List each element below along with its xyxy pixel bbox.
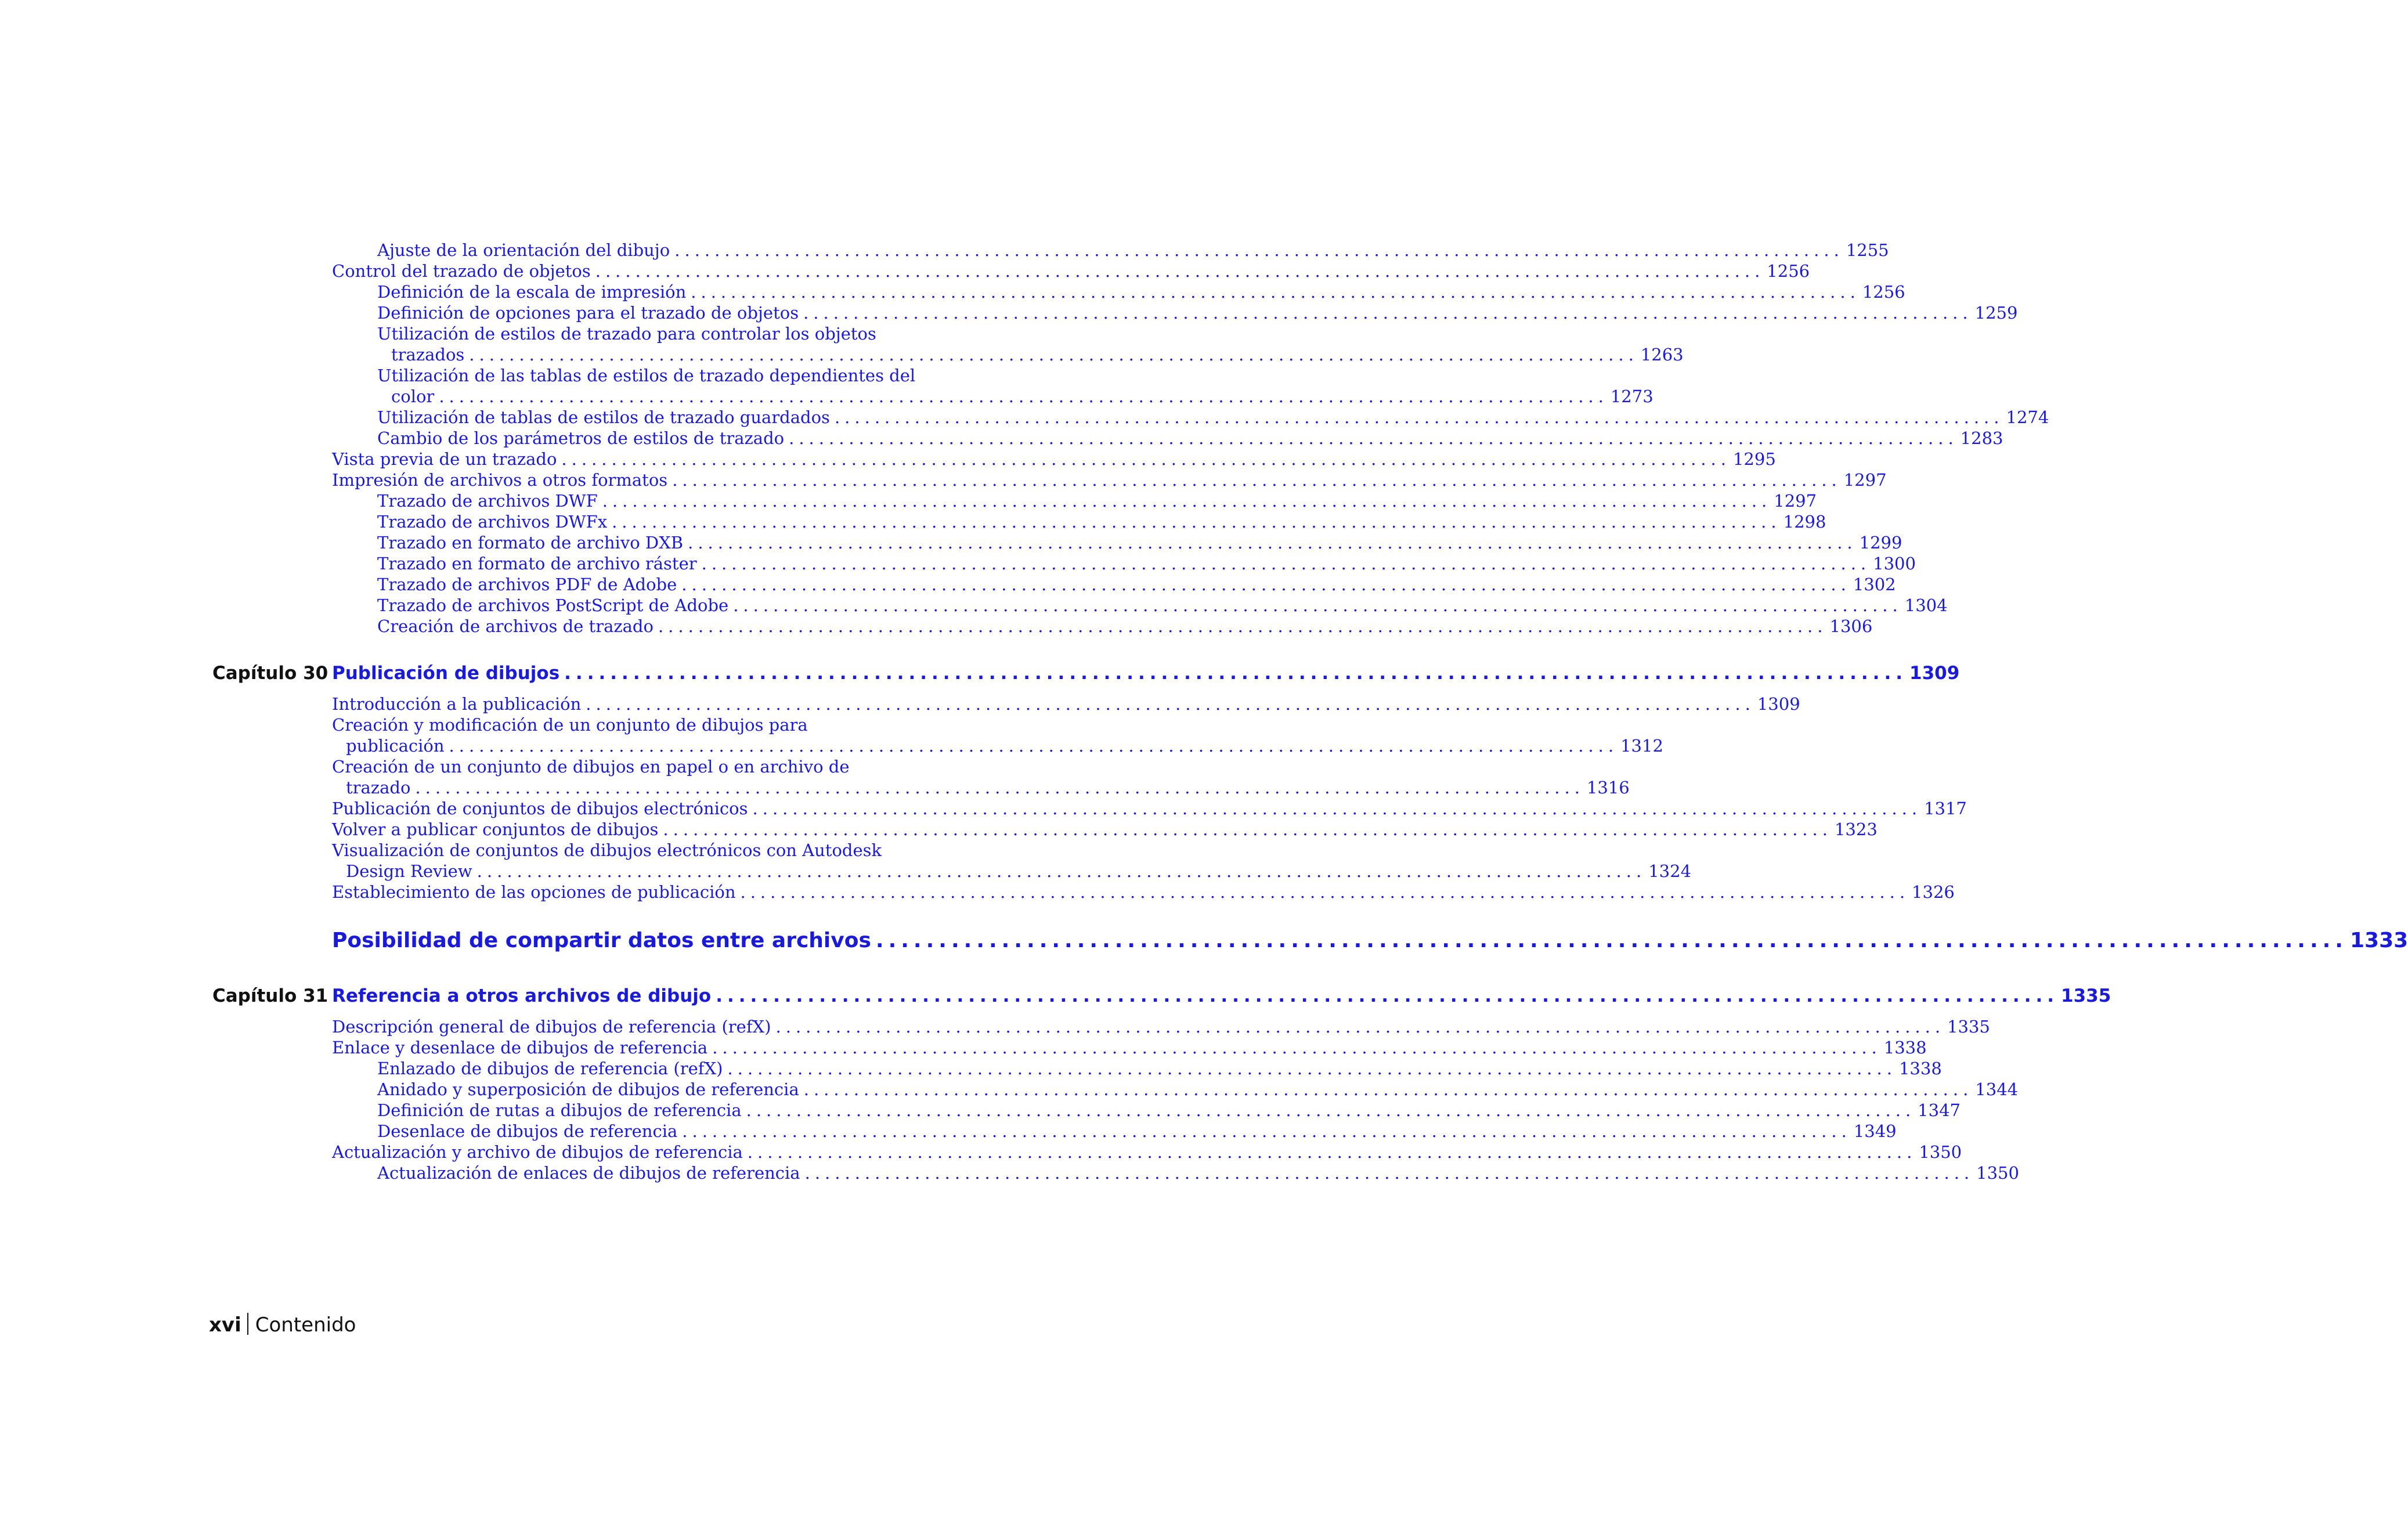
toc-entry[interactable] [332, 261, 1810, 281]
toc-entry[interactable] [377, 303, 2018, 323]
leader-dots: ..................................................................................................................... [681, 575, 1851, 594]
toc-entry[interactable] [346, 736, 1663, 756]
part-title: Posibilidad de compartir datos entre archivos [332, 929, 871, 952]
footer-section: Contenido [255, 1313, 356, 1337]
chapter-page: 1335 [2061, 985, 2111, 1006]
toc-entry-page: 1255 [1846, 240, 1889, 260]
toc-entry-title: Impresión de archivos a otros formatos [332, 470, 668, 490]
leader-dots: ..................................................................................................................... [476, 861, 1647, 881]
leader-dots: ..................................................................................................................... [746, 1100, 1916, 1120]
leader-dots: ..................................................................................................................... [688, 533, 1857, 553]
toc-entry-title: Publicación de conjuntos de dibujos electrónicos [332, 799, 748, 818]
leader-dots: ..................................................................................................................... [691, 282, 1860, 302]
toc-entry-title: Definición de la escala de impresión [377, 282, 687, 302]
leader-dots: ..................................................................................................................... [586, 694, 1755, 714]
toc-entry-title: Trazado de archivos DWFx [377, 512, 608, 532]
toc-entry[interactable] [332, 799, 1967, 818]
toc-entry[interactable] [377, 407, 2049, 427]
toc-entry-page: 1312 [1620, 736, 1663, 756]
leader-dots: ..................................................................................................................... [804, 1163, 1974, 1183]
toc-entry[interactable] [377, 491, 1817, 511]
toc-entry-page: 1299 [1859, 533, 1902, 553]
leader-dots: ..................................................................................................................... [663, 819, 1832, 839]
leader-dots: ..................................................................................................................... [439, 387, 1608, 406]
leader-dots: ..................................................................................................................... [712, 1038, 1882, 1057]
toc-entry-title: Trazado en formato de archivo DXB [377, 533, 684, 553]
chapter-heading[interactable] [332, 985, 2111, 1006]
chapter-label: Capítulo 30 [212, 663, 328, 684]
toc-entry[interactable] [346, 778, 1630, 797]
leader-dots: ..................................................................................................................... [834, 407, 2004, 427]
chapter-label: Capítulo 31 [212, 985, 328, 1006]
toc-entry-page: 1256 [1862, 282, 1905, 302]
toc-entry-title: Cambio de los parámetros de estilos de trazado [377, 428, 785, 448]
leader-dots: ..................................................................................................................... [733, 595, 1902, 615]
toc-entry[interactable] [332, 819, 1878, 839]
toc-entry-page: 1349 [1853, 1121, 1897, 1141]
toc-entry-page: 1309 [1757, 694, 1800, 714]
toc-entry-page: 1350 [1976, 1163, 2019, 1183]
leader-dots: ..................................................................................................................... [803, 1080, 1973, 1099]
toc-entry[interactable] [377, 282, 1905, 302]
toc-entry-title-line1[interactable]: Visualización de conjuntos de dibujos electrónicos con Autodesk [332, 840, 882, 860]
leader-dots: ..................................................................................................................... [752, 799, 1922, 818]
toc-entry[interactable] [332, 882, 1955, 902]
toc-entry-title-line1[interactable]: Utilización de las tablas de estilos de trazado dependientes del [377, 366, 916, 385]
toc-entry[interactable] [377, 1080, 2019, 1099]
leader-dots: ..................................................................................................................... [415, 778, 1584, 797]
toc-entry-title: Enlace y desenlace de dibujos de referencia [332, 1038, 708, 1057]
toc-entry-page: 1283 [1960, 428, 2003, 448]
page-footer [209, 1313, 356, 1337]
toc-entry[interactable] [346, 861, 1692, 881]
toc-entry-page: 1347 [1918, 1100, 1961, 1120]
toc-entry[interactable] [377, 1059, 1942, 1078]
toc-entry-title: Trazado de archivos PostScript de Adobe [377, 595, 729, 615]
toc-entry[interactable] [377, 616, 1873, 636]
toc-entry[interactable] [332, 449, 1776, 469]
leader-dots: ..................................................................................................................... [602, 491, 1772, 511]
toc-entry-title: Trazado de archivos DWF [377, 491, 598, 511]
part-heading[interactable] [332, 929, 2408, 952]
leader-dots: ..................................................................................................................... [449, 736, 1619, 756]
toc-entry[interactable] [332, 694, 1800, 714]
toc-entry-page: 1273 [1610, 387, 1654, 406]
toc-entry[interactable] [377, 512, 1826, 532]
toc-entry-page: 1323 [1834, 819, 1878, 839]
leader-dots: ..................................................................................................................... [803, 303, 1973, 323]
leader-dots: ..................................................................................................................... [674, 240, 1844, 260]
toc-entry[interactable] [391, 345, 1684, 364]
toc-entry[interactable] [332, 1142, 1962, 1162]
toc-entry-title: Design Review [346, 861, 472, 881]
part-page: 1333 [2349, 929, 2408, 952]
toc-entry-page: 1338 [1898, 1059, 1942, 1078]
toc-entry-page: 1274 [2006, 407, 2049, 427]
toc-entry-page: 1300 [1873, 554, 1916, 573]
toc-entry[interactable] [332, 470, 1887, 490]
toc-entry[interactable] [391, 387, 1654, 406]
toc-entry-title: Trazado de archivos PDF de Adobe [377, 575, 677, 594]
toc-entry-page: 1256 [1767, 261, 1810, 281]
toc-entry-page: 1306 [1829, 616, 1873, 636]
toc-entry[interactable] [377, 575, 1896, 594]
leader-dots: ..................................................................................................................... [740, 882, 1910, 902]
toc-entry[interactable] [377, 1121, 1897, 1141]
leader-dots: ..................................................................................................................... [561, 449, 1731, 469]
toc-entry-title: Ajuste de la orientación del dibujo [377, 240, 670, 260]
toc-entry-page: 1350 [1919, 1142, 1962, 1162]
leader-dots: ..................................................................................................................... [701, 554, 1871, 573]
toc-entry-title-line1[interactable]: Creación de un conjunto de dibujos en papel o en archivo de [332, 757, 850, 777]
toc-entry-page: 1304 [1904, 595, 1948, 615]
toc-entry-title: publicación [346, 736, 445, 756]
leader-dots: ..................................................................................................................... [875, 929, 2348, 952]
toc-entry-title: Actualización de enlaces de dibujos de referencia [377, 1163, 800, 1183]
leader-dots: ..................................................................................................................... [789, 428, 1958, 448]
footer-page-number: xvi [209, 1313, 241, 1337]
toc-entry-title: Definición de opciones para el trazado de objetos [377, 303, 799, 323]
toc-entry-page: 1326 [1912, 882, 1955, 902]
toc-entry-page: 1317 [1924, 799, 1967, 818]
toc-entry[interactable] [332, 1017, 1990, 1037]
toc-entry-page: 1335 [1947, 1017, 1990, 1037]
toc-entry-title: Creación de archivos de trazado [377, 616, 654, 636]
leader-dots: ..................................................................................................................... [727, 1059, 1897, 1078]
toc-entry-title: Establecimiento de las opciones de publicación [332, 882, 736, 902]
toc-entry-title: trazado [346, 778, 411, 797]
toc-entry-title: Control del trazado de objetos [332, 261, 591, 281]
toc-entry[interactable] [377, 1100, 1961, 1120]
toc-entry-page: 1344 [1975, 1080, 2019, 1099]
footer-separator [247, 1313, 248, 1335]
toc-entry-page: 1263 [1640, 345, 1684, 364]
toc-entry-page: 1316 [1586, 778, 1630, 797]
toc-entry[interactable] [377, 595, 1948, 615]
toc-entry-page: 1297 [1843, 470, 1887, 490]
leader-dots: ..................................................................................................................... [595, 261, 1765, 281]
toc-entry-title-line1[interactable]: Creación y modificación de un conjunto de dibujos para [332, 715, 808, 735]
toc-entry-page: 1302 [1853, 575, 1896, 594]
toc-entry[interactable] [377, 554, 1916, 573]
toc-entry-title: Vista previa de un trazado [332, 449, 557, 469]
chapter-page: 1309 [1909, 663, 1960, 684]
toc-entry-page: 1295 [1732, 449, 1776, 469]
toc-entry[interactable] [377, 533, 1902, 553]
toc-entry-title: Definición de rutas a dibujos de referencia [377, 1100, 742, 1120]
toc-entry-title: Introducción a la publicación [332, 694, 582, 714]
leader-dots: ..................................................................................................................... [612, 512, 1781, 532]
toc-entry-title: Utilización de tablas de estilos de trazado guardados [377, 407, 830, 427]
toc-entry[interactable] [332, 1038, 1927, 1057]
toc-entry-title: Actualización y archivo de dibujos de referencia [332, 1142, 743, 1162]
toc-entry-page: 1324 [1648, 861, 1692, 881]
toc-entry-title-line1[interactable]: Utilización de estilos de trazado para controlar los objetos [377, 324, 876, 344]
leader-dots: ..................................................................................................................... [469, 345, 1638, 364]
chapter-title: Referencia a otros archivos de dibujo [332, 985, 712, 1006]
toc-entry-title: Trazado en formato de archivo ráster [377, 554, 697, 573]
toc-entry-page: 1297 [1774, 491, 1817, 511]
toc-entry[interactable] [377, 240, 1889, 260]
toc-entry-page: 1338 [1883, 1038, 1927, 1057]
toc-entry[interactable] [377, 1163, 2019, 1183]
toc-entry-title: Enlazado de dibujos de referencia (refX) [377, 1059, 723, 1078]
leader-dots: ..................................................................................................................... [564, 663, 1907, 684]
leader-dots: ..................................................................................................................... [658, 616, 1828, 636]
leader-dots: ..................................................................................................................... [775, 1017, 1945, 1037]
toc-entry-title: Desenlace de dibujos de referencia [377, 1121, 678, 1141]
chapter-heading[interactable] [332, 663, 1960, 684]
leader-dots: ..................................................................................................................... [716, 985, 2059, 1006]
chapter-title: Publicación de dibujos [332, 663, 560, 684]
toc-entry-title: color [391, 387, 435, 406]
leader-dots: ..................................................................................................................... [747, 1142, 1917, 1162]
leader-dots: ..................................................................................................................... [672, 470, 1842, 490]
toc-entry-title: trazados [391, 345, 465, 364]
toc-entry-title: Descripción general de dibujos de referencia (refX) [332, 1017, 771, 1037]
toc-entry[interactable] [377, 428, 2003, 448]
leader-dots: ..................................................................................................................... [682, 1121, 1851, 1141]
toc-entry-title: Anidado y superposición de dibujos de referencia [377, 1080, 799, 1099]
toc-entry-title: Volver a publicar conjuntos de dibujos [332, 819, 659, 839]
toc-entry-page: 1298 [1783, 512, 1826, 532]
toc-entry-page: 1259 [1974, 303, 2018, 323]
